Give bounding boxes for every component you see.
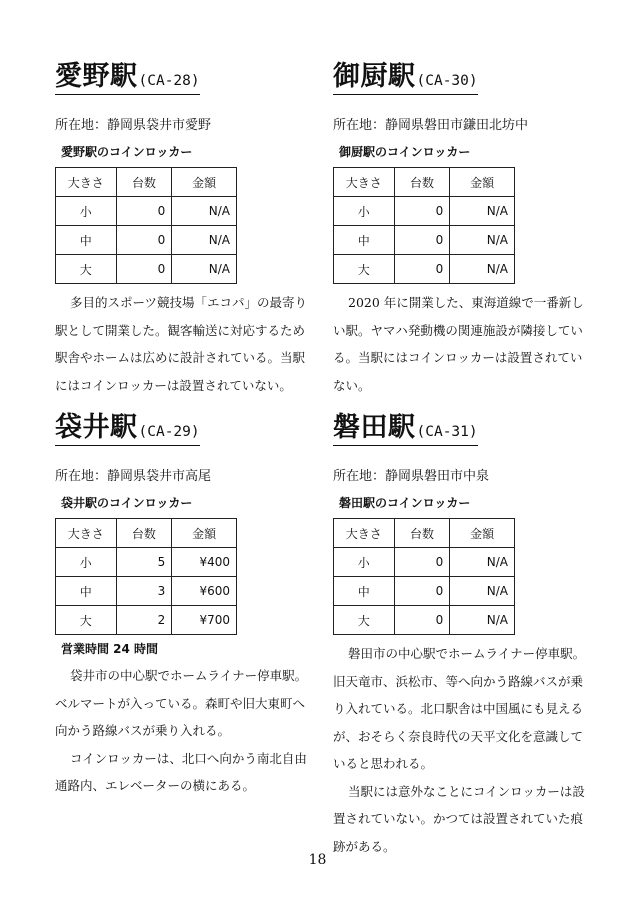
locker-count: 0 xyxy=(394,606,450,635)
locker-count: 0 xyxy=(116,226,172,255)
station-code: (CA-31) xyxy=(416,424,478,440)
station-section-fukuroi xyxy=(55,413,313,800)
station-code: (CA-28) xyxy=(138,73,200,89)
header-count: 台数 xyxy=(116,168,172,197)
locker-table xyxy=(55,518,237,635)
locker-table xyxy=(55,167,237,284)
locker-price: N/A xyxy=(172,197,237,226)
locker-price: N/A xyxy=(450,255,515,284)
locker-count: 0 xyxy=(394,226,450,255)
locker-caption: 御厨駅のコインロッカー xyxy=(339,145,471,159)
station-description: 磐田市の中心駅でホームライナー停車駅。旧天竜市、浜松市、等へ向かう路線バスが乗り入れている。北口駅舎は中国風にも見えるが、おそらく奈良時代の天平文化を意識していると思われる。 xyxy=(333,646,586,771)
locker-row xyxy=(56,226,237,255)
locker-price: N/A xyxy=(450,226,515,255)
locker-price: ¥400 xyxy=(172,548,237,577)
locker-count: 0 xyxy=(116,197,172,226)
locker-row xyxy=(56,197,237,226)
locker-count: 0 xyxy=(116,255,172,284)
locker-size: 中 xyxy=(334,577,395,606)
locker-size: 大 xyxy=(334,606,395,635)
station-section-mikuriya xyxy=(333,62,591,399)
header-price: 金額 xyxy=(450,168,515,197)
station-description: 多目的スポーツ競技場「エコパ」の最寄り駅として開業した。観客輸送に対応するため駅舎やホームは広めに設計されている。当駅にはコインロッカーは設置されていない。 xyxy=(55,295,308,393)
station-description: コインロッカーは、北口へ向かう南北自由通路内、エレベーターの横にある。 xyxy=(55,750,307,793)
locker-caption: 袋井駅のコインロッカー xyxy=(61,496,193,510)
business-hours: 営業時間 24 時間 xyxy=(61,642,159,656)
locker-size: 小 xyxy=(56,548,117,577)
locker-price: N/A xyxy=(450,197,515,226)
locker-price: N/A xyxy=(450,577,515,606)
locker-count: 0 xyxy=(394,577,450,606)
header-price: 金額 xyxy=(172,519,237,548)
station-address: 所在地：静岡県磐田市中泉 xyxy=(333,469,490,484)
locker-size: 大 xyxy=(334,255,395,284)
locker-header-row xyxy=(334,519,515,548)
page-number: 18 xyxy=(308,852,327,868)
locker-price: N/A xyxy=(172,226,237,255)
locker-price: ¥700 xyxy=(172,606,237,635)
locker-price: N/A xyxy=(450,548,515,577)
locker-size: 小 xyxy=(56,197,117,226)
right-column xyxy=(333,62,591,874)
locker-row xyxy=(334,226,515,255)
station-address: 所在地：静岡県磐田市鎌田北坊中 xyxy=(333,118,529,133)
locker-row xyxy=(334,577,515,606)
locker-header-row xyxy=(334,168,515,197)
locker-price: ¥600 xyxy=(172,577,237,606)
locker-size: 中 xyxy=(56,577,117,606)
header-size: 大きさ xyxy=(334,168,395,197)
station-address: 所在地：静岡県袋井市愛野 xyxy=(55,118,212,133)
locker-row xyxy=(334,606,515,635)
header-price: 金額 xyxy=(450,519,515,548)
locker-price: N/A xyxy=(450,606,515,635)
locker-row xyxy=(56,255,237,284)
locker-count: 5 xyxy=(116,548,172,577)
station-name: 袋井駅 xyxy=(55,412,138,443)
locker-table xyxy=(333,167,515,284)
locker-price: N/A xyxy=(172,255,237,284)
locker-row xyxy=(334,548,515,577)
locker-header-row xyxy=(56,168,237,197)
locker-count: 3 xyxy=(116,577,172,606)
station-description: 当駅には意外なことにコインロッカーは設置されていない。かつては設置されていた痕跡がある。 xyxy=(333,783,585,854)
locker-count: 0 xyxy=(394,548,450,577)
header-size: 大きさ xyxy=(56,168,117,197)
station-address: 所在地：静岡県袋井市高尾 xyxy=(55,469,212,484)
locker-count: 0 xyxy=(394,255,450,284)
header-price: 金額 xyxy=(172,168,237,197)
station-name: 愛野駅 xyxy=(55,61,138,92)
locker-caption: 愛野駅のコインロッカー xyxy=(61,145,193,159)
station-name: 御厨駅 xyxy=(333,61,416,92)
header-count: 台数 xyxy=(116,519,172,548)
header-count: 台数 xyxy=(394,168,450,197)
locker-row xyxy=(56,577,237,606)
station-title xyxy=(333,413,478,446)
header-size: 大きさ xyxy=(56,519,117,548)
station-name: 磐田駅 xyxy=(333,412,416,443)
station-description: 袋井市の中心駅でホームライナー停車駅。ベルマートが入っている。森町や旧大東町へ向かう路線バスが乗り入れる。 xyxy=(55,668,308,738)
station-code: (CA-30) xyxy=(416,73,478,89)
header-size: 大きさ xyxy=(334,519,395,548)
locker-row xyxy=(334,197,515,226)
locker-count: 0 xyxy=(394,197,450,226)
locker-size: 中 xyxy=(56,226,117,255)
locker-caption: 磐田駅のコインロッカー xyxy=(339,496,471,510)
locker-count: 2 xyxy=(116,606,172,635)
station-title xyxy=(55,62,200,95)
station-description: 2020 年に開業した、東海道線で一番新しい駅。ヤマハ発動機の関連施設が隣接している。当駅にはコインロッカーは設置されていない。 xyxy=(333,295,584,393)
locker-row xyxy=(334,255,515,284)
locker-table xyxy=(333,518,515,635)
locker-size: 大 xyxy=(56,255,117,284)
left-column xyxy=(55,62,313,814)
station-title xyxy=(333,62,478,95)
header-count: 台数 xyxy=(394,519,450,548)
station-code: (CA-29) xyxy=(138,424,200,440)
locker-size: 中 xyxy=(334,226,395,255)
locker-header-row xyxy=(56,519,237,548)
locker-row xyxy=(56,606,237,635)
station-title xyxy=(55,413,200,446)
locker-size: 大 xyxy=(56,606,117,635)
locker-size: 小 xyxy=(334,197,395,226)
locker-size: 小 xyxy=(334,548,395,577)
locker-row xyxy=(56,548,237,577)
station-section-aino xyxy=(55,62,313,399)
station-section-iwata xyxy=(333,413,591,860)
